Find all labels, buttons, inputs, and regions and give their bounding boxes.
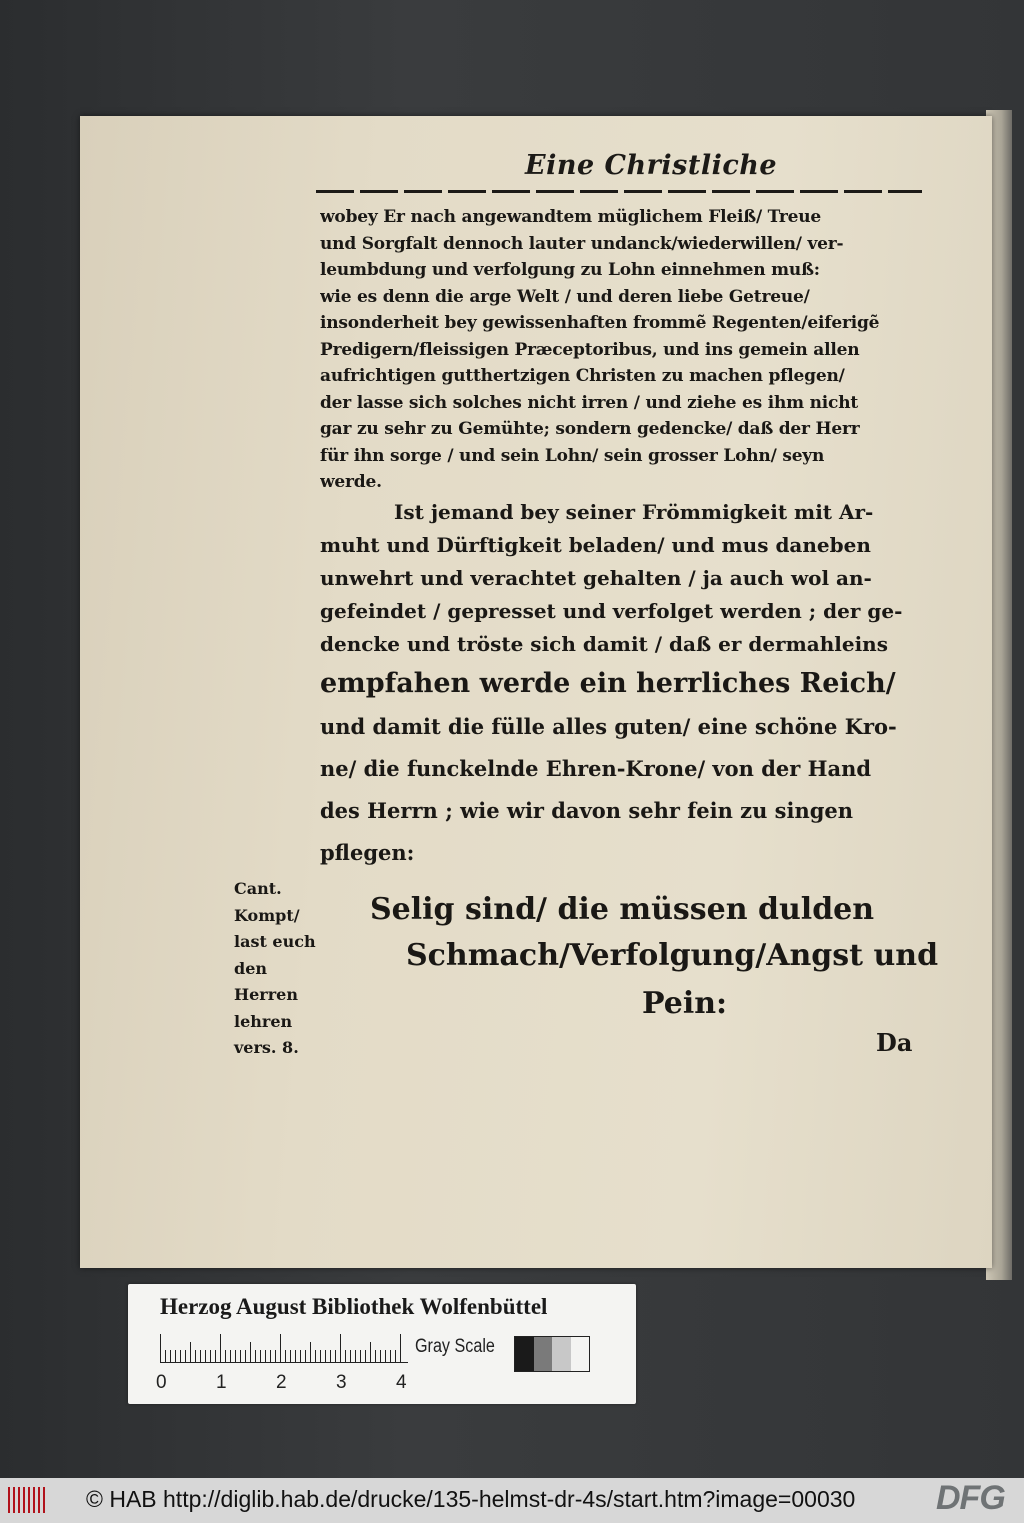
ruler-tick: [235, 1350, 236, 1362]
text-line: gar zu sehr zu Gemühte; sondern gedencke/ daß der Herr: [320, 419, 860, 439]
hab-logo-icon: [8, 1487, 48, 1513]
ruler-tick: [330, 1350, 331, 1362]
ruler-tick: [365, 1350, 366, 1362]
ruler-tick: [350, 1350, 351, 1362]
gray-scale-label: Gray Scale: [415, 1336, 495, 1357]
ruler-tick: [355, 1350, 356, 1362]
text-line: und Sorgfalt dennoch lauter undanck/wiederwillen/ ver-: [320, 233, 844, 254]
marginal-line: den: [234, 958, 267, 978]
marginal-line: Cant.: [234, 879, 282, 898]
gray-scale-swatch: [514, 1336, 590, 1372]
text-line: Predigern/fleissigen Præceptoribus, und ins gemein allen: [320, 339, 860, 360]
ruler-numbers: [156, 1372, 416, 1396]
ruler-tick: [290, 1350, 291, 1362]
marginal-note: [234, 876, 324, 1062]
ruler-tick: [265, 1350, 266, 1362]
ruler-tick: [370, 1342, 371, 1362]
text-line: leumbdung und verfolgung zu Lohn einnehmen muß:: [320, 260, 820, 280]
text-line: dencke und tröste sich damit / daß er dermahleins: [320, 631, 888, 656]
text-line: des Herrn ; wie wir davon sehr fein zu singen: [320, 797, 854, 823]
ruler-tick: [400, 1334, 401, 1362]
ruler-tick: [180, 1350, 181, 1362]
ruler-tick: [300, 1350, 301, 1362]
text-line: der lasse sich solches nicht irren / und ziehe es ihm nicht: [320, 392, 859, 413]
ruler-tick: [375, 1350, 376, 1362]
ruler-tick: [340, 1334, 341, 1362]
verse-line: Pein:: [642, 986, 728, 1021]
dfg-logo: DFG: [936, 1479, 1005, 1517]
text-line: unwehrt und verachtet gehalten / ja auch wol an-: [320, 565, 872, 590]
gray-patch: [534, 1337, 553, 1371]
ruler-tick: [325, 1350, 326, 1362]
text-line: Ist jemand bey seiner Frömmigkeit mit Ar-: [394, 499, 874, 524]
text-line: muht und Dürftigkeit beladen/ und mus daneben: [320, 532, 871, 557]
text-line: wie es denn die arge Welt / und deren liebe Getreue/: [320, 286, 810, 307]
ruler-tick: [190, 1342, 191, 1362]
ruler-tick: [205, 1350, 206, 1362]
gray-patch: [515, 1337, 534, 1371]
ruler-number: 3: [336, 1372, 347, 1393]
ruler-tick: [345, 1350, 346, 1362]
library-label-card: [128, 1284, 636, 1404]
ruler-tick: [225, 1350, 226, 1362]
ruler-tick: [360, 1350, 361, 1362]
running-head: Eine Christliche: [525, 150, 778, 181]
ruler-number: 2: [276, 1372, 287, 1393]
ruler-tick: [245, 1350, 246, 1362]
text-line: gefeindet / gepresset und verfolget werden ; der ge-: [320, 598, 903, 623]
gray-patch: [571, 1337, 590, 1371]
paragraph-2: [320, 496, 926, 874]
footer-url[interactable]: © HAB http://diglib.hab.de/drucke/135-helmst-dr-4s/start.htm?image=00030: [86, 1486, 856, 1512]
ruler-tick: [275, 1350, 276, 1362]
ruler-number: 0: [156, 1372, 167, 1393]
ruler-tick: [250, 1342, 251, 1362]
library-name: Herzog August Bibliothek Wolfenbüttel: [160, 1294, 548, 1319]
text-line: für ihn sorge / und sein Lohn/ sein grosser Lohn/ seyn: [320, 445, 825, 466]
ruler-tick: [295, 1350, 296, 1362]
ruler-tick: [220, 1334, 221, 1362]
text-line: und damit die fülle alles guten/ eine schöne Kro-: [320, 713, 897, 739]
page-body: [320, 204, 926, 874]
ruler-tick: [215, 1350, 216, 1362]
marginal-line: Kompt/: [234, 905, 300, 925]
text-line: insonderheit bey gewissenhaften frommẽ Regenten/eiferigẽ: [320, 313, 880, 333]
ruler-tick: [195, 1350, 196, 1362]
marginal-line: Herren: [234, 985, 298, 1004]
ruler-tick: [185, 1350, 186, 1362]
ruler-tick: [320, 1350, 321, 1362]
marginal-line: last euch: [234, 932, 316, 951]
marginal-line: lehren: [234, 1011, 293, 1031]
ruler-tick: [280, 1334, 281, 1362]
measurement-ruler: [160, 1334, 408, 1363]
paragraph-1: [320, 204, 926, 496]
catchword: Da: [876, 1028, 913, 1057]
ruler-tick: [385, 1350, 386, 1362]
ruler-tick: [175, 1350, 176, 1362]
viewer-footer: [0, 1478, 1024, 1523]
text-line: werde.: [320, 472, 382, 492]
ruler-tick: [305, 1350, 306, 1362]
ruler-tick: [335, 1350, 336, 1362]
ruler-tick: [240, 1350, 241, 1362]
ruler-tick: [230, 1350, 231, 1362]
text-line: wobey Er nach angewandtem müglichem Fleiß/ Treue: [320, 207, 822, 227]
ruler-number: 1: [216, 1372, 227, 1393]
ruler-tick: [380, 1350, 381, 1362]
ruler-tick: [270, 1350, 271, 1362]
marginal-line: vers. 8.: [234, 1038, 299, 1057]
verse-line: Selig sind/ die müssen dulden: [370, 892, 875, 927]
ruler-tick: [170, 1350, 171, 1362]
ruler-number: 4: [396, 1372, 407, 1393]
ruler-tick: [390, 1350, 391, 1362]
ruler-tick: [255, 1350, 256, 1362]
verse-line: Schmach/Verfolgung/Angst und: [406, 938, 939, 973]
text-line: ne/ die funckelnde Ehren-Krone/ von der Hand: [320, 755, 872, 781]
ruler-tick: [165, 1350, 166, 1362]
ruler-tick: [200, 1350, 201, 1362]
ruler-tick: [285, 1350, 286, 1362]
ruler-tick: [395, 1350, 396, 1362]
gray-patch: [552, 1337, 571, 1371]
ruler-tick: [315, 1350, 316, 1362]
ruler-tick: [260, 1350, 261, 1362]
ruler-tick: [210, 1350, 211, 1362]
text-line: pflegen:: [320, 839, 415, 865]
text-line: aufrichtigen gutthertzigen Christen zu machen pflegen/: [320, 366, 845, 386]
header-rule: [316, 190, 922, 193]
text-line: empfahen werde ein herrliches Reich/: [320, 667, 896, 699]
ruler-tick: [160, 1334, 161, 1362]
ruler-tick: [310, 1342, 311, 1362]
